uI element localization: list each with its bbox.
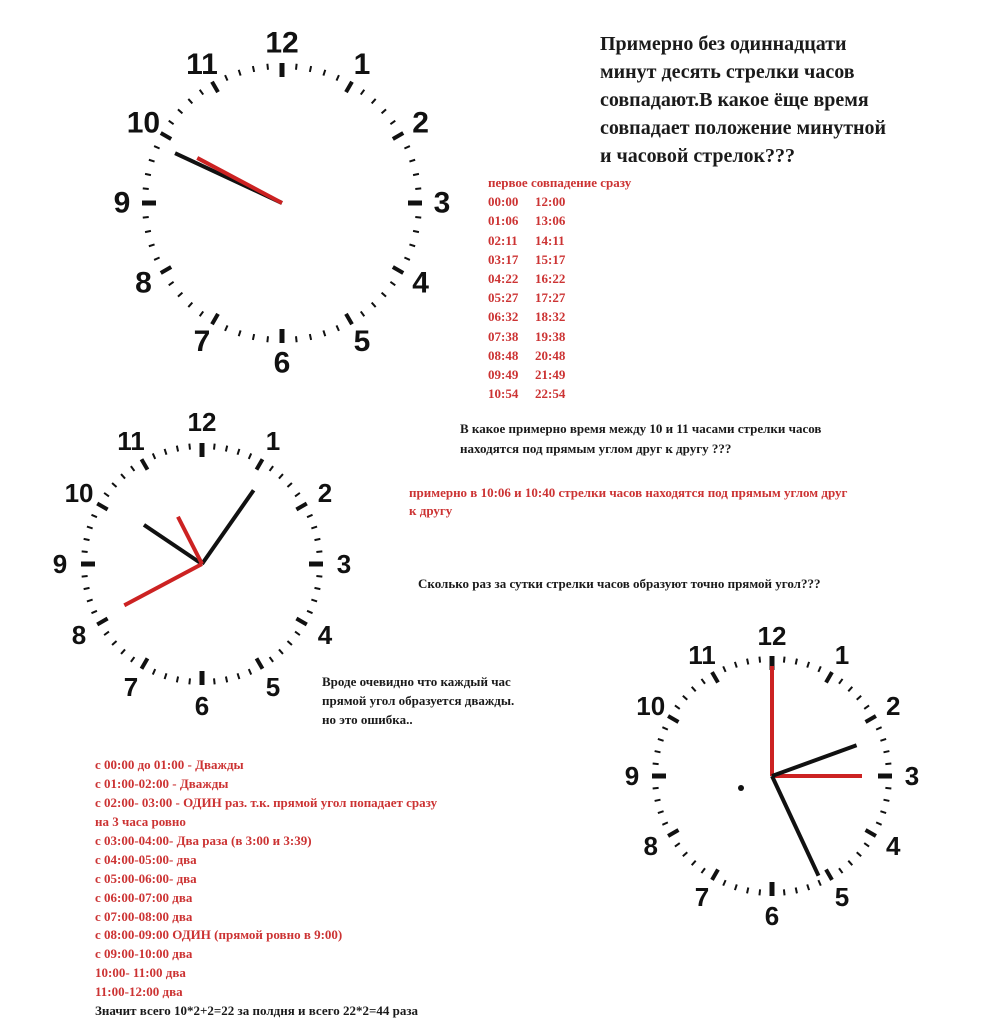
numeral-3: 3: [904, 761, 920, 791]
time-pm: 15:17: [535, 251, 566, 267]
tick-minute: [311, 527, 317, 529]
list-item: [488, 307, 631, 326]
tick-hour: [712, 672, 718, 682]
tick-minute: [857, 696, 861, 700]
tick-minute: [848, 687, 852, 691]
tick-hour: [826, 672, 832, 682]
numeral-10: 10: [64, 478, 94, 508]
numeral-7: 7: [694, 882, 710, 913]
time-am: 05:27: [488, 290, 519, 306]
tick-minute: [323, 330, 325, 336]
tick-minute: [653, 788, 659, 789]
numeral-10: 10: [636, 691, 666, 721]
tick-minute: [658, 811, 664, 813]
tick-minute: [165, 449, 167, 455]
tick-minute: [662, 727, 667, 729]
tick-minute: [253, 66, 254, 72]
tick-hour: [257, 658, 263, 668]
tick-minute: [818, 666, 820, 671]
tick-minute: [413, 174, 419, 175]
tick-minute: [267, 64, 268, 70]
list-item: [488, 269, 631, 288]
tick-minute: [404, 258, 409, 260]
tick-minute: [287, 483, 291, 487]
time-pm: 18:32: [535, 309, 566, 325]
clock-3: [595, 614, 955, 934]
tick-minute: [84, 539, 90, 540]
tick-minute: [149, 244, 155, 246]
list-item: на 3 часа ровно: [95, 813, 186, 829]
tick-minute: [249, 669, 251, 674]
tick-minute: [701, 868, 705, 873]
tick-minute: [84, 588, 90, 589]
list-item: с 00:00 до 01:00 - Дважды: [95, 757, 244, 772]
tick-minute: [131, 466, 135, 471]
numeral-8: 8: [135, 266, 152, 300]
tick-minute: [372, 303, 376, 307]
tick-minute: [784, 657, 785, 663]
tick-minute: [310, 334, 311, 340]
numeral-3: 3: [433, 186, 451, 220]
tick-minute: [200, 311, 204, 316]
numeral-8: 8: [71, 620, 87, 650]
tick-minute: [390, 121, 395, 125]
tick-minute: [880, 739, 886, 741]
tick-hour: [212, 314, 218, 324]
list-item: [488, 327, 631, 346]
numeral-9: 9: [52, 549, 68, 579]
clock-2: [45, 405, 365, 721]
tick-minute: [177, 446, 178, 452]
numeral-11: 11: [117, 426, 145, 457]
numeral-2: 2: [886, 691, 901, 721]
list-item: [488, 231, 631, 250]
tick-minute: [189, 444, 190, 450]
tick-minute: [239, 70, 241, 76]
tick-minute: [885, 763, 891, 764]
tick-hour: [97, 504, 107, 510]
tick-minute: [884, 751, 890, 752]
list-item: с 07:00-08:00 два: [95, 908, 193, 924]
time-am: 02:11: [488, 232, 518, 248]
time-pm: 22:54: [535, 386, 566, 402]
tick-minute: [683, 852, 687, 856]
tick-minute: [295, 493, 300, 497]
question-right-angle-line2: находятся под прямым углом друг к другу ???: [460, 441, 732, 456]
list-item: [488, 250, 631, 269]
red-hand: [124, 564, 202, 605]
tick-minute: [270, 657, 274, 662]
remark-line3: но это ошибка..: [322, 712, 413, 727]
tick-minute: [112, 483, 116, 487]
clock-3-hands: [772, 666, 862, 876]
numeral-6: 6: [764, 901, 780, 931]
tick-minute: [655, 751, 661, 752]
tick-minute: [121, 474, 125, 478]
tick-minute: [759, 657, 760, 663]
hour-notes: [95, 755, 437, 1020]
answer-right-angle-line1: примерно в 10:06 и 10:40 стрелки часов находятся под прямым углом друг: [409, 485, 848, 500]
numeral-9: 9: [113, 186, 131, 220]
tick-hour: [668, 716, 678, 722]
tick-minute: [154, 146, 159, 148]
numeral-12: 12: [757, 621, 787, 651]
tick-minute: [818, 880, 820, 885]
time-pm: 21:49: [535, 366, 566, 382]
question-right-angle-line1: В какое примерно время между 10 и 11 часами стрелки часов: [460, 421, 822, 436]
time-am: 00:00: [488, 194, 519, 210]
numeral-4: 4: [412, 266, 429, 300]
tick-minute: [310, 66, 311, 72]
tick-minute: [337, 75, 339, 80]
numeral-1: 1: [834, 639, 850, 670]
numeral-9: 9: [624, 761, 640, 791]
numeral-7: 7: [193, 325, 211, 359]
numeral-3: 3: [336, 549, 352, 579]
tick-minute: [390, 282, 395, 286]
tick-minute: [723, 666, 725, 671]
time-pm: 20:48: [535, 347, 566, 363]
tick-minute: [361, 90, 365, 95]
tick-minute: [225, 325, 227, 330]
time-am: 07:38: [488, 328, 519, 344]
tick-minute: [807, 884, 809, 890]
time-am: 08:48: [488, 347, 519, 363]
tick-minute: [226, 446, 227, 452]
title-line: совпадают.В какое ёще время: [600, 89, 869, 111]
tick-hour: [161, 133, 171, 139]
time-am: 03:17: [488, 251, 519, 267]
tick-minute: [87, 527, 93, 529]
black-hand: [772, 745, 857, 776]
clock-1-hands: [175, 153, 282, 203]
tick-minute: [382, 293, 386, 297]
tick-minute: [200, 90, 204, 95]
numeral-1: 1: [265, 426, 281, 457]
tick-minute: [238, 449, 240, 455]
tick-minute: [413, 231, 419, 232]
tick-hour: [866, 830, 876, 836]
list-item: [488, 384, 631, 403]
clock-3-dot: [738, 785, 744, 791]
tick-hour: [668, 830, 678, 836]
list-item: 11:00-12:00 два: [95, 984, 183, 1000]
tick-minute: [178, 293, 182, 297]
tick-minute: [735, 662, 737, 668]
numeral-6: 6: [194, 691, 210, 721]
coincidence-heading: первое совпадение сразу: [488, 175, 632, 190]
black-hand: [202, 490, 254, 564]
tick-hour: [712, 870, 718, 880]
tick-minute: [188, 303, 192, 307]
time-pm: 13:06: [535, 213, 566, 229]
numeral-4: 4: [886, 831, 901, 861]
tick-hour: [346, 314, 352, 324]
list-item: [488, 365, 631, 384]
time-am: 10:54: [488, 386, 519, 402]
list-item: Значит всего 10*2+2=22 за полдня и всего 22*2=44 раза: [95, 1003, 419, 1019]
numeral-2: 2: [317, 478, 333, 508]
tick-minute: [848, 861, 852, 865]
tick-minute: [311, 600, 317, 602]
tick-minute: [143, 217, 149, 218]
tick-minute: [287, 641, 291, 645]
tick-minute: [131, 657, 135, 662]
tick-minute: [880, 811, 886, 813]
tick-minute: [857, 852, 861, 856]
tick-minute: [143, 188, 149, 189]
tick-minute: [169, 282, 174, 286]
tick-minute: [225, 75, 227, 80]
tick-minute: [655, 800, 661, 801]
title-line: совпадает положение минутной: [600, 117, 887, 139]
tick-minute: [876, 822, 881, 824]
numeral-1: 1: [353, 47, 371, 81]
time-pm: 16:22: [535, 270, 566, 286]
tick-minute: [653, 763, 659, 764]
tick-minute: [683, 696, 687, 700]
tick-minute: [104, 632, 109, 636]
tick-minute: [267, 336, 268, 342]
tick-minute: [314, 588, 320, 589]
list-item: с 09:00-10:00 два: [95, 946, 193, 962]
tick-minute: [784, 889, 785, 895]
tick-minute: [214, 444, 215, 450]
tick-minute: [876, 727, 881, 729]
tick-minute: [323, 70, 325, 76]
tick-minute: [675, 843, 680, 847]
time-pm: 17:27: [535, 290, 566, 306]
tick-minute: [807, 662, 809, 668]
tick-minute: [104, 493, 109, 497]
answer-right-angle-line2: к другу: [409, 503, 453, 518]
tick-minute: [839, 679, 843, 684]
tick-minute: [316, 551, 322, 552]
list-item: с 01:00-02:00 - Дважды: [95, 775, 229, 791]
time-pm: 12:00: [535, 194, 566, 210]
time-am: 06:32: [488, 309, 519, 325]
time-am: 09:49: [488, 366, 519, 382]
tick-minute: [226, 676, 227, 682]
title-line: минут десять стрелки часов: [600, 61, 855, 83]
tick-minute: [295, 632, 300, 636]
tick-minute: [735, 884, 737, 890]
tick-minute: [415, 188, 421, 189]
tick-minute: [188, 99, 192, 103]
numeral-7: 7: [123, 671, 139, 702]
tick-minute: [747, 888, 748, 894]
tick-minute: [723, 880, 725, 885]
numeral-11: 11: [186, 47, 218, 81]
tick-minute: [178, 109, 182, 113]
tick-minute: [839, 868, 843, 873]
list-item: с 04:00-05:00- два: [95, 851, 197, 867]
tick-minute: [149, 160, 155, 162]
numeral-5: 5: [353, 325, 371, 359]
list-item: [488, 211, 631, 230]
tick-minute: [415, 217, 421, 218]
tick-hour: [296, 504, 306, 510]
numeral-10: 10: [126, 106, 161, 140]
remark-line2: прямой угол образуется дважды.: [322, 693, 515, 708]
tick-minute: [279, 474, 283, 478]
list-item: [488, 288, 631, 307]
tick-hour: [257, 459, 263, 469]
tick-hour: [142, 658, 148, 668]
title-line: и часовой стрелок???: [600, 145, 796, 167]
tick-hour: [296, 619, 306, 625]
list-item: с 05:00-06:00- два: [95, 870, 197, 886]
tick-minute: [662, 822, 667, 824]
tick-minute: [239, 330, 241, 336]
numeral-8: 8: [643, 831, 658, 861]
tick-minute: [279, 649, 283, 653]
tick-minute: [87, 600, 93, 602]
tick-minute: [337, 325, 339, 330]
numeral-6: 6: [273, 346, 291, 380]
tick-minute: [747, 659, 748, 665]
numeral-11: 11: [688, 639, 716, 670]
tick-minute: [165, 673, 167, 679]
tick-minute: [382, 109, 386, 113]
time-pm: 19:38: [535, 328, 566, 344]
tick-minute: [404, 146, 409, 148]
tick-minute: [214, 678, 215, 684]
tick-minute: [145, 231, 151, 232]
tick-hour: [346, 82, 352, 92]
time-am: 04:22: [488, 270, 519, 286]
list-item: с 06:00-07:00 два: [95, 889, 193, 905]
tick-minute: [796, 659, 797, 665]
tick-minute: [169, 121, 174, 125]
tick-hour: [393, 267, 403, 273]
list-item: 10:00- 11:00 два: [95, 965, 186, 981]
tick-hour: [212, 82, 218, 92]
tick-minute: [153, 669, 155, 674]
title-line: Примерно без одиннадцати: [600, 33, 847, 55]
tick-hour: [866, 716, 876, 722]
remark-line1: Вроде очевидно что каждый час: [322, 674, 511, 689]
list-item: с 08:00-09:00 ОДИН (прямой ровно в 9:00): [95, 927, 343, 943]
clock-2-hands: [124, 490, 253, 605]
tick-minute: [701, 679, 705, 684]
numeral-4: 4: [317, 620, 333, 650]
tick-minute: [307, 611, 312, 613]
tick-minute: [675, 705, 680, 709]
tick-minute: [189, 678, 190, 684]
tick-minute: [885, 788, 891, 789]
tick-minute: [91, 515, 96, 517]
tick-hour: [393, 133, 403, 139]
list-item: [488, 192, 631, 211]
tick-minute: [316, 576, 322, 577]
title: [600, 30, 886, 170]
tick-minute: [361, 311, 365, 316]
tick-minute: [372, 99, 376, 103]
time-pm: 14:11: [535, 232, 565, 248]
tick-minute: [253, 334, 254, 340]
tick-minute: [692, 861, 696, 865]
list-item: [488, 346, 631, 365]
tick-minute: [759, 889, 760, 895]
tick-minute: [864, 843, 869, 847]
numeral-5: 5: [265, 671, 281, 702]
tick-minute: [409, 244, 415, 246]
tick-minute: [884, 800, 890, 801]
tick-minute: [177, 676, 178, 682]
tick-minute: [658, 739, 664, 741]
tick-minute: [91, 611, 96, 613]
numeral-5: 5: [834, 882, 850, 913]
tick-minute: [307, 515, 312, 517]
tick-hour: [97, 619, 107, 625]
list-item: с 03:00-04:00- Два раза (в 3:00 и 3:39): [95, 832, 312, 848]
tick-minute: [296, 336, 297, 342]
numeral-12: 12: [187, 407, 217, 437]
tick-minute: [409, 160, 415, 162]
tick-minute: [864, 705, 869, 709]
coincidence-list: [488, 173, 631, 403]
tick-hour: [161, 267, 171, 273]
tick-minute: [314, 539, 320, 540]
tick-hour: [826, 870, 832, 880]
tick-minute: [112, 641, 116, 645]
tick-minute: [270, 466, 274, 471]
tick-minute: [121, 649, 125, 653]
tick-minute: [796, 888, 797, 894]
tick-minute: [82, 551, 88, 552]
tick-hour: [142, 459, 148, 469]
time-am: 01:06: [488, 213, 519, 229]
tick-minute: [82, 576, 88, 577]
list-item: с 02:00- 03:00 - ОДИН раз. т.к. прямой угол попадает сразу: [95, 794, 438, 810]
clock-1: [86, 26, 466, 380]
tick-minute: [153, 453, 155, 458]
tick-minute: [692, 687, 696, 691]
tick-minute: [145, 174, 151, 175]
tick-minute: [238, 673, 240, 679]
tick-minute: [249, 453, 251, 458]
black-hand: [772, 776, 818, 876]
tick-minute: [154, 258, 159, 260]
question-daily-count: Сколько раз за сутки стрелки часов образуют точно прямой угол???: [418, 576, 821, 591]
red-hand: [197, 158, 282, 203]
numeral-12: 12: [265, 26, 299, 60]
tick-minute: [296, 64, 297, 70]
numeral-2: 2: [412, 106, 429, 140]
